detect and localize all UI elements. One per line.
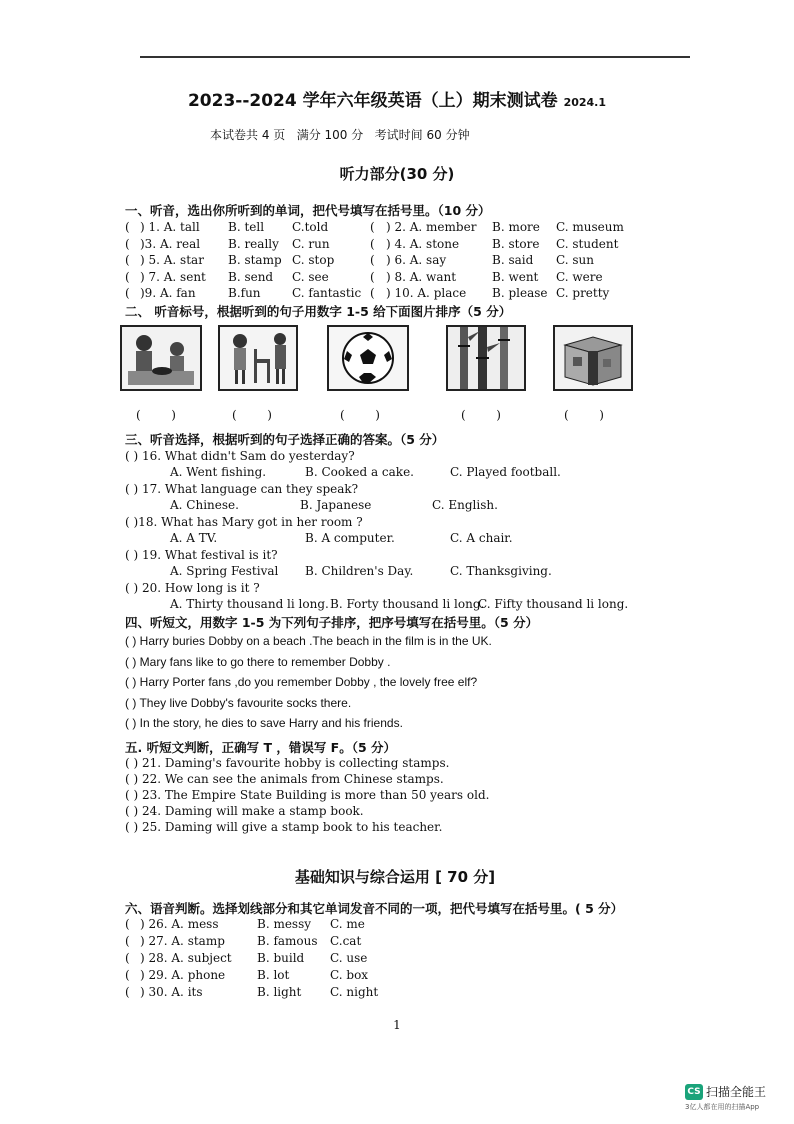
title-date: 2024.1 [563,96,607,109]
option-a: A. A TV. [170,531,218,545]
option-text: ) 7. A. sent [140,269,206,284]
ordering-item: ( ) Mary fans like to go there to remember Dobby . [125,654,391,669]
option-text: C.told [292,220,329,234]
option-text: ) 10. A. place [386,286,467,300]
gift-box-icon [555,327,631,389]
question-text: ( ) 20. How long is it ? [125,581,260,595]
option-text: B. stamp [228,253,282,267]
phonics-option: B. build [257,951,305,965]
title-text: 2023--2024 学年六年级英语（上）期末测试卷 [187,91,558,111]
option-text: )9. A. fan [140,286,196,300]
option-text: C. fantastic [292,286,362,300]
answer-paren[interactable]: ( [370,286,375,300]
option-text: ) 2. A. member [386,220,477,234]
section1-title: 一、听音，选出你所听到的单词，把代号填写在括号里。（10 分） [125,203,491,218]
exam-title [0,86,794,111]
option-text: B. store [492,236,540,251]
answer-paren[interactable]: ( [125,220,130,234]
option-text: C. museum [556,220,624,234]
picture-4-answer[interactable]: ( ) [461,408,501,422]
phonics-option: C. use [330,951,368,965]
picture-1-cooking [120,325,202,391]
option-text: ) 4. A. stone [386,236,460,251]
picture-4-bamboo [446,325,526,391]
phonics-option: ) 28. A. subject [140,951,232,965]
ordering-item: ( ) Harry buries Dobby on a beach .The beach in the film is in the UK. [125,634,492,648]
phonics-option: ) 29. A. phone [140,968,226,982]
bamboo-icon [448,327,524,389]
option-b: B. Cooked a cake. [305,465,414,479]
phonics-option: C. box [330,968,369,982]
answer-paren[interactable]: ( [125,269,130,284]
question-text: ( ) 16. What didn't Sam do yesterday? [125,449,355,463]
football-icon [329,327,407,389]
answer-paren[interactable]: ( [125,917,130,931]
answer-paren[interactable]: ( [370,236,375,251]
option-b: B. Forty thousand li long. [330,597,485,611]
camscanner-logo-icon: CS [685,1084,703,1100]
option-text: C. stop [292,253,335,267]
option-c: C. Fifty thousand li long. [478,597,629,611]
option-b: B. Children's Day. [305,564,414,578]
option-a: A. Spring Festival [170,564,279,578]
phonics-option: ) 30. A. its [140,985,203,999]
option-text: B. please [492,286,548,300]
judgement-item: ( ) 21. Daming's favourite hobby is collecting stamps. [125,756,450,770]
option-c: C. Thanksgiving. [450,564,552,578]
watermark-name: 扫描全能王 [706,1085,767,1099]
picture-1-answer[interactable]: ( ) [136,408,176,422]
option-a: A. Thirty thousand li long. [170,597,329,611]
answer-paren[interactable]: ( [370,269,375,284]
picture-2-answer[interactable]: ( ) [232,408,272,422]
option-text: ) 6. A. say [386,253,447,267]
phonics-option: C. me [330,917,365,931]
option-text: B. really [228,236,279,251]
phonics-option: B. light [257,985,302,999]
phonics-option: B. famous [257,934,318,948]
exam-info: 本试卷共 4 页 满分 100 分 考试时间 60 分钟 [210,128,470,142]
ordering-item: ( ) Harry Porter fans ,do you remember Dobby , the lovely free elf? [125,675,478,689]
question-text: ( ) 19. What festival is it? [125,548,278,562]
picture-3-answer[interactable]: ( ) [340,408,380,422]
judgement-item: ( ) 24. Daming will make a stamp book. [125,804,364,818]
picture-3-football [327,325,409,391]
answer-paren[interactable]: ( [125,934,130,948]
answer-paren[interactable]: ( [370,253,375,267]
option-a: A. Chinese. [170,498,239,512]
phonics-option: C.cat [330,934,362,948]
option-text: )3. A. real [140,236,201,251]
picture-5-answer[interactable]: ( ) [564,408,604,422]
picture-5-gift [553,325,633,391]
picture-2-chair [218,325,298,391]
option-text: B. went [492,269,539,284]
watermark-tagline: 3亿人都在用的扫描App [685,1103,760,1111]
answer-paren[interactable]: ( [370,220,375,234]
option-text: B. said [492,253,534,267]
question-text: ( ) 17. What language can they speak? [125,482,359,496]
answer-paren[interactable]: ( [125,985,130,999]
phonics-option: ) 26. A. mess [140,917,219,931]
option-c: C. English. [432,498,498,512]
option-text: C. were [556,269,603,284]
option-text: ) 8. A. want [386,269,457,284]
phonics-option: ) 27. A. stamp [140,934,225,948]
option-b: B. A computer. [305,531,395,545]
section2-title: 二、 听音标号，根据听到的句子用数字 1-5 给下面图片排序（5 分） [125,304,512,319]
option-c: C. Played football. [450,465,561,479]
option-c: C. A chair. [450,531,513,545]
option-text: ) 1. A. tall [140,220,200,234]
phonics-option: B. lot [257,968,290,982]
answer-paren[interactable]: ( [125,236,130,251]
listening-part-heading: 听力部分(30 分) [339,165,455,183]
option-a: A. Went fishing. [170,465,267,479]
section4-title: 四、听短文，用数字 1-5 为下列句子排序，把序号填写在括号里。（5 分） [125,615,539,630]
section6-title: 六、语音判断。选择划线部分和其它单词发音不同的一项，把代号填写在括号里。( 5 分） [125,901,624,916]
option-text: C. student [556,236,619,251]
option-text: B. send [228,269,274,284]
people-with-chair-icon [220,327,296,389]
option-b: B. Japanese [300,498,372,512]
option-text: B.fun [228,286,261,300]
section3-title: 三、听音选择，根据听到的句子选择正确的答案。（5 分） [125,432,445,447]
people-cooking-icon [122,327,200,389]
phonics-option: B. messy [257,917,312,931]
option-text: C. sun [556,253,594,267]
ordering-item: ( ) They live Dobby's favourite socks there. [125,695,352,710]
option-text: B. more [492,220,540,234]
basic-knowledge-heading: 基础知识与综合运用 [ 70 分] [294,868,496,886]
question-text: ( )18. What has Mary got in her room ? [125,515,363,529]
phonics-option: C. night [330,985,379,999]
answer-paren[interactable]: ( [125,253,130,267]
judgement-item: ( ) 25. Daming will give a stamp book to his teacher. [125,820,443,834]
answer-paren[interactable]: ( [125,968,130,982]
option-text: C. see [292,269,329,284]
section5-title: 五. 听短文判断，正确写 T ，错误写 F。（5 分） [125,740,397,755]
judgement-item: ( ) 22. We can see the animals from Chinese stamps. [125,772,444,786]
top-rule [140,56,690,58]
answer-paren[interactable]: ( [125,286,130,300]
option-text: ) 5. A. star [140,253,204,267]
option-text: B. tell [228,220,265,234]
option-text: C. run [292,236,330,251]
page-number: 1 [393,1018,401,1032]
option-text: C. pretty [556,286,610,300]
answer-paren[interactable]: ( [125,951,130,965]
judgement-item: ( ) 23. The Empire State Building is more than 50 years old. [125,788,490,802]
ordering-item: ( ) In the story, he dies to save Harry and his friends. [125,716,403,730]
scanner-watermark [685,1081,766,1112]
